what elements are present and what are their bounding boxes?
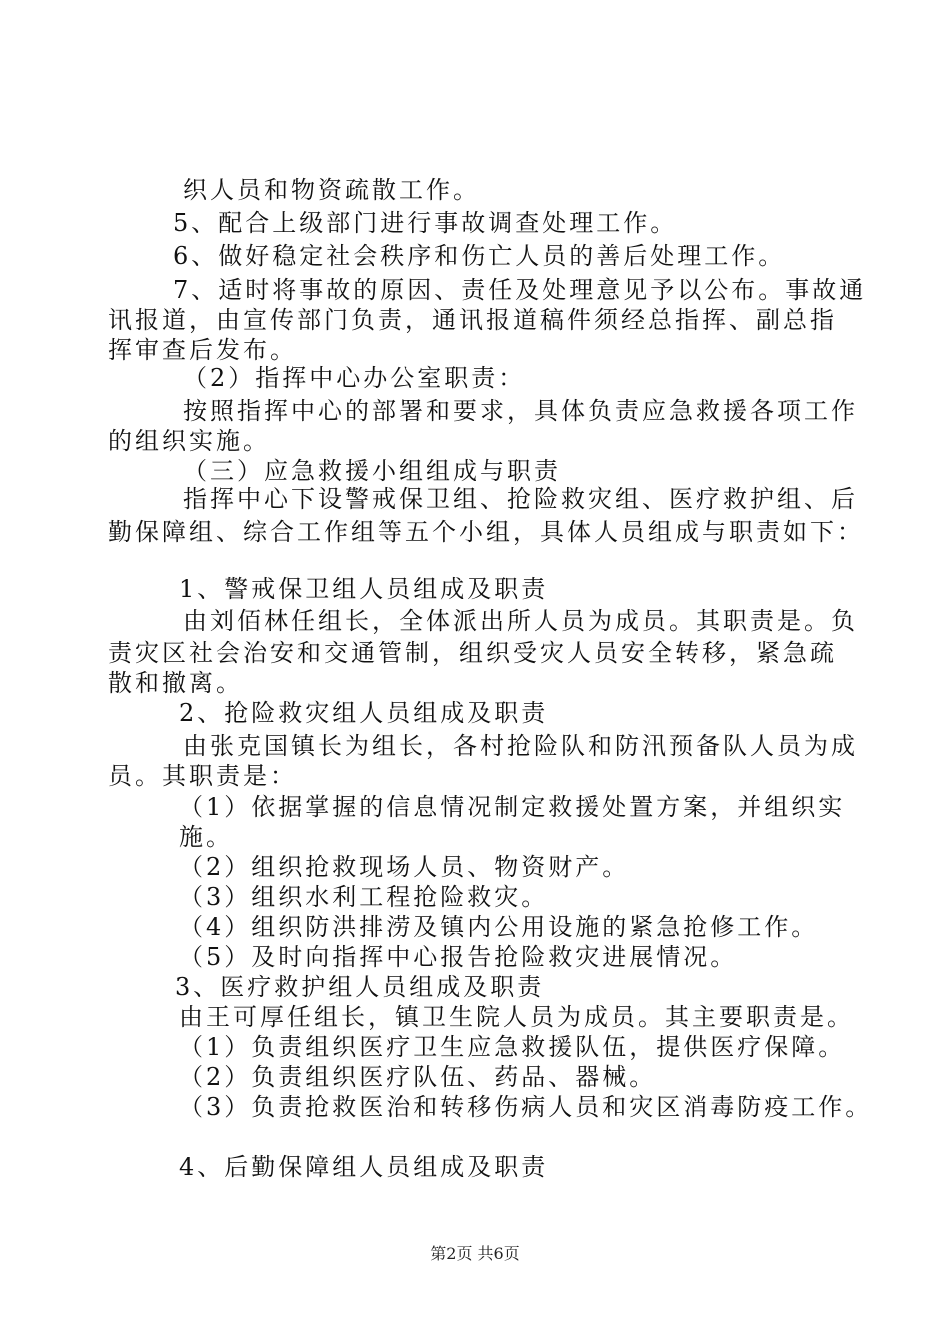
- body-line-9: 的组织实施。: [108, 427, 270, 455]
- page-number-footer: 第2页 共6页: [430, 1244, 520, 1263]
- body-line-26: 3、医疗救护组人员组成及职责: [175, 973, 545, 1001]
- body-line-18: 由张克国镇长为组长，各村抢险队和防汛预备队人员为成: [183, 732, 858, 760]
- body-line-25: （5）及时向指挥中心报告抢险救灾进展情况。: [179, 943, 738, 971]
- body-line-5: 讯报道，由宣传部门负责，通讯报道稿件须经总指挥、副总指: [108, 306, 837, 334]
- body-line-24: （4）组织防洪排涝及镇内公用设施的紧急抢修工作。: [179, 913, 819, 941]
- body-line-15: 责灾区社会治安和交通管制，组织受灾人员安全转移，紧急疏: [108, 639, 837, 667]
- body-line-30: （3）负责抢救医治和转移伤病人员和灾区消毒防疫工作。: [179, 1093, 873, 1121]
- body-line-8: 按照指挥中心的部署和要求，具体负责应急救援各项工作: [183, 397, 858, 425]
- body-line-11: 指挥中心下设警戒保卫组、抢险救灾组、医疗救护组、后: [183, 485, 858, 513]
- body-line-4: 7、适时将事故的原因、责任及处理意见予以公布。事故通: [173, 276, 867, 304]
- body-line-17: 2、抢险救灾组人员组成及职责: [179, 699, 549, 727]
- body-line-29: （2）负责组织医疗队伍、药品、器械。: [179, 1063, 657, 1091]
- body-line-7: （2）指挥中心办公室职责：: [183, 364, 526, 392]
- body-line-19: 员。其职责是：: [108, 762, 297, 790]
- body-line-28: （1）负责组织医疗卫生应急救援队伍，提供医疗保障。: [179, 1033, 846, 1061]
- body-line-12: 勤保障组、综合工作组等五个小组，具体人员组成与职责如下：: [108, 518, 864, 546]
- body-line-10: （三）应急救援小组组成与职责: [183, 457, 561, 485]
- body-line-21: 施。: [179, 823, 233, 851]
- body-line-2: 5、配合上级部门进行事故调查处理工作。: [173, 209, 678, 237]
- body-line-23: （3）组织水利工程抢险救灾。: [179, 883, 549, 911]
- body-line-20: （1）依据掌握的信息情况制定救援处置方案，并组织实: [179, 793, 846, 821]
- body-line-1: 织人员和物资疏散工作。: [183, 176, 480, 204]
- body-line-3: 6、做好稳定社会秩序和伤亡人员的善后处理工作。: [173, 242, 786, 270]
- body-line-22: （2）组织抢救现场人员、物资财产。: [179, 853, 630, 881]
- body-line-16: 散和撤离。: [108, 669, 243, 697]
- body-line-6: 挥审查后发布。: [108, 336, 297, 364]
- body-line-13: 1、警戒保卫组人员组成及职责: [179, 575, 549, 603]
- body-line-27: 由王可厚任组长，镇卫生院人员为成员。其主要职责是。: [179, 1003, 854, 1031]
- body-line-31: 4、后勤保障组人员组成及职责: [179, 1153, 549, 1181]
- body-line-14: 由刘佰林任组长，全体派出所人员为成员。其职责是。负: [183, 607, 858, 635]
